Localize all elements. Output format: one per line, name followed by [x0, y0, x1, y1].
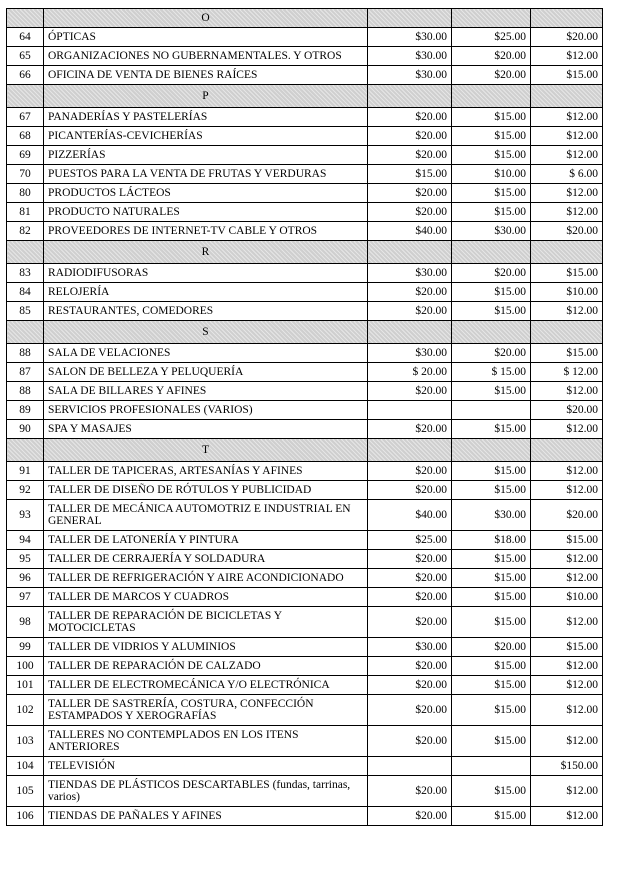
rate-column-1: $20.00	[368, 807, 452, 826]
section-header-row	[7, 321, 603, 344]
business-name: RELOJERÍA	[44, 283, 368, 302]
business-name: ORGANIZACIONES NO GUBERNAMENTALES. Y OTROS	[44, 47, 368, 66]
rate-column-2: $15.00	[452, 184, 531, 203]
section-blank-cell	[452, 439, 531, 462]
rate-column-1: $30.00	[368, 47, 452, 66]
table-row	[7, 264, 603, 283]
rate-column-1	[368, 401, 452, 420]
rate-column-2: $10.00	[452, 165, 531, 184]
rates-table-body	[7, 9, 603, 826]
business-name: TALLER DE CERRAJERÍA Y SOLDADURA	[44, 550, 368, 569]
business-name: TALLER DE ELECTROMECÁNICA Y/O ELECTRÓNICA	[44, 676, 368, 695]
business-name: TALLER DE REPARACIÓN DE CALZADO	[44, 657, 368, 676]
section-blank-cell	[531, 241, 603, 264]
rate-column-1	[368, 757, 452, 776]
business-name: TALLER DE MARCOS Y CUADROS	[44, 588, 368, 607]
rate-column-1: $25.00	[368, 531, 452, 550]
rate-column-3: $12.00	[531, 550, 603, 569]
rate-column-2: $20.00	[452, 264, 531, 283]
rate-column-2: $15.00	[452, 127, 531, 146]
rate-column-1: $20.00	[368, 146, 452, 165]
row-number: 106	[7, 807, 44, 826]
section-blank-cell	[531, 439, 603, 462]
rate-column-3: $ 6.00	[531, 165, 603, 184]
rate-column-3: $12.00	[531, 776, 603, 807]
section-blank-cell	[368, 85, 452, 108]
rate-column-3: $20.00	[531, 222, 603, 241]
rate-column-1: $20.00	[368, 108, 452, 127]
rate-column-3: $12.00	[531, 184, 603, 203]
rate-column-1: $20.00	[368, 184, 452, 203]
rate-column-1: $20.00	[368, 203, 452, 222]
section-blank-cell	[531, 9, 603, 28]
section-letter: P	[44, 85, 368, 108]
rate-column-1: $30.00	[368, 28, 452, 47]
rate-column-1: $40.00	[368, 222, 452, 241]
table-row	[7, 127, 603, 146]
row-number: 93	[7, 500, 44, 531]
rate-column-3: $12.00	[531, 676, 603, 695]
table-row	[7, 146, 603, 165]
business-name: TALLER DE MECÁNICA AUTOMOTRIZ E INDUSTRIAL EN GENERAL	[44, 500, 368, 531]
section-letter: T	[44, 439, 368, 462]
rate-column-3: $20.00	[531, 28, 603, 47]
rate-column-2: $15.00	[452, 550, 531, 569]
row-number: 103	[7, 726, 44, 757]
rate-column-2: $20.00	[452, 638, 531, 657]
rate-column-2: $15.00	[452, 302, 531, 321]
section-letter: O	[44, 9, 368, 28]
row-number: 68	[7, 127, 44, 146]
row-number: 100	[7, 657, 44, 676]
rate-column-1: $15.00	[368, 165, 452, 184]
rate-column-1: $20.00	[368, 676, 452, 695]
table-row	[7, 481, 603, 500]
rate-column-1: $30.00	[368, 638, 452, 657]
section-header-row	[7, 85, 603, 108]
rate-column-2: $20.00	[452, 66, 531, 85]
rate-column-3: $15.00	[531, 264, 603, 283]
rate-column-3: $15.00	[531, 66, 603, 85]
rate-column-1: $30.00	[368, 344, 452, 363]
row-number: 70	[7, 165, 44, 184]
rate-column-3: $12.00	[531, 146, 603, 165]
rate-column-3: $10.00	[531, 588, 603, 607]
rate-column-2: $30.00	[452, 222, 531, 241]
business-name: PANADERÍAS Y PASTELERÍAS	[44, 108, 368, 127]
rate-column-2: $15.00	[452, 726, 531, 757]
business-name: TELEVISIÓN	[44, 757, 368, 776]
rate-column-1: $20.00	[368, 481, 452, 500]
rate-column-2: $15.00	[452, 462, 531, 481]
business-name: TALLER DE DISEÑO DE RÓTULOS Y PUBLICIDAD	[44, 481, 368, 500]
rate-column-1: $20.00	[368, 607, 452, 638]
table-row	[7, 184, 603, 203]
rate-column-3: $150.00	[531, 757, 603, 776]
row-number: 105	[7, 776, 44, 807]
section-blank-cell	[452, 241, 531, 264]
rate-column-1: $20.00	[368, 695, 452, 726]
table-row	[7, 726, 603, 757]
row-number: 83	[7, 264, 44, 283]
table-row	[7, 165, 603, 184]
business-name: TALLERES NO CONTEMPLADOS EN LOS ITENS ANTERIORES	[44, 726, 368, 757]
section-header-row	[7, 9, 603, 28]
rate-column-3: $12.00	[531, 807, 603, 826]
row-number: 89	[7, 401, 44, 420]
business-name: TALLER DE SASTRERÍA, COSTURA, CONFECCIÓN ESTAMPADOS Y XEROGRAFÍAS	[44, 695, 368, 726]
row-number: 96	[7, 569, 44, 588]
table-row	[7, 66, 603, 85]
rate-column-1: $20.00	[368, 726, 452, 757]
section-blank-cell	[452, 9, 531, 28]
table-row	[7, 47, 603, 66]
business-name: SALON DE BELLEZA Y PELUQUERÍA	[44, 363, 368, 382]
rate-column-1: $40.00	[368, 500, 452, 531]
rates-table	[6, 8, 603, 826]
business-name: OFICINA DE VENTA DE BIENES RAÍCES	[44, 66, 368, 85]
section-blank-cell	[368, 9, 452, 28]
section-blank-cell	[7, 9, 44, 28]
row-number: 92	[7, 481, 44, 500]
table-row	[7, 401, 603, 420]
rate-column-3: $12.00	[531, 420, 603, 439]
rate-column-2: $15.00	[452, 283, 531, 302]
section-blank-cell	[7, 241, 44, 264]
table-row	[7, 757, 603, 776]
section-letter: S	[44, 321, 368, 344]
section-blank-cell	[531, 85, 603, 108]
rate-column-1: $20.00	[368, 657, 452, 676]
row-number: 101	[7, 676, 44, 695]
section-blank-cell	[7, 321, 44, 344]
table-row	[7, 28, 603, 47]
row-number: 85	[7, 302, 44, 321]
row-number: 95	[7, 550, 44, 569]
rate-column-2: $20.00	[452, 344, 531, 363]
rate-column-2: $18.00	[452, 531, 531, 550]
section-blank-cell	[368, 321, 452, 344]
rate-column-1: $30.00	[368, 66, 452, 85]
table-row	[7, 344, 603, 363]
section-blank-cell	[7, 85, 44, 108]
table-row	[7, 500, 603, 531]
rate-column-3: $20.00	[531, 401, 603, 420]
business-name: PUESTOS PARA LA VENTA DE FRUTAS Y VERDURAS	[44, 165, 368, 184]
rate-column-2: $15.00	[452, 108, 531, 127]
business-name: TALLER DE REFRIGERACIÓN Y AIRE ACONDICIONADO	[44, 569, 368, 588]
row-number: 88	[7, 344, 44, 363]
rate-column-3: $12.00	[531, 302, 603, 321]
table-row	[7, 203, 603, 222]
section-blank-cell	[7, 439, 44, 462]
rate-column-2	[452, 757, 531, 776]
rate-column-3: $15.00	[531, 531, 603, 550]
rate-column-3: $10.00	[531, 283, 603, 302]
section-blank-cell	[531, 321, 603, 344]
table-row	[7, 776, 603, 807]
business-name: SERVICIOS PROFESIONALES (VARIOS)	[44, 401, 368, 420]
business-name: SALA DE BILLARES Y AFINES	[44, 382, 368, 401]
business-name: TIENDAS DE PLÁSTICOS DESCARTABLES (fundas, tarrinas, varios)	[44, 776, 368, 807]
rate-column-3: $12.00	[531, 695, 603, 726]
rate-column-2: $20.00	[452, 47, 531, 66]
rate-column-3: $15.00	[531, 638, 603, 657]
rate-column-2: $15.00	[452, 807, 531, 826]
business-name: SPA Y MASAJES	[44, 420, 368, 439]
table-row	[7, 588, 603, 607]
rate-column-2: $15.00	[452, 203, 531, 222]
table-row	[7, 569, 603, 588]
rate-column-3: $ 12.00	[531, 363, 603, 382]
row-number: 97	[7, 588, 44, 607]
business-name: PIZZERÍAS	[44, 146, 368, 165]
rate-column-3: $12.00	[531, 382, 603, 401]
table-row	[7, 462, 603, 481]
rate-column-3: $20.00	[531, 500, 603, 531]
rate-column-1: $30.00	[368, 264, 452, 283]
row-number: 67	[7, 108, 44, 127]
table-row	[7, 108, 603, 127]
rate-column-1: $20.00	[368, 550, 452, 569]
table-row	[7, 695, 603, 726]
row-number: 99	[7, 638, 44, 657]
rate-column-1: $20.00	[368, 283, 452, 302]
section-blank-cell	[368, 439, 452, 462]
rate-column-1: $20.00	[368, 569, 452, 588]
table-row	[7, 638, 603, 657]
rate-column-3: $15.00	[531, 344, 603, 363]
rate-column-2: $15.00	[452, 657, 531, 676]
table-row	[7, 420, 603, 439]
business-name: TALLER DE LATONERÍA Y PINTURA	[44, 531, 368, 550]
business-name: RESTAURANTES, COMEDORES	[44, 302, 368, 321]
table-row	[7, 382, 603, 401]
rate-column-2: $15.00	[452, 481, 531, 500]
row-number: 87	[7, 363, 44, 382]
rate-column-1: $20.00	[368, 382, 452, 401]
business-name: TALLER DE REPARACIÓN DE BICICLETAS Y MOTOCICLETAS	[44, 607, 368, 638]
business-name: TALLER DE VIDRIOS Y ALUMINIOS	[44, 638, 368, 657]
rate-column-2: $15.00	[452, 420, 531, 439]
business-name: PRODUCTO NATURALES	[44, 203, 368, 222]
table-row	[7, 607, 603, 638]
rate-column-3: $12.00	[531, 127, 603, 146]
business-name: RADIODIFUSORAS	[44, 264, 368, 283]
row-number: 66	[7, 66, 44, 85]
rate-column-3: $12.00	[531, 569, 603, 588]
section-blank-cell	[452, 85, 531, 108]
table-row	[7, 222, 603, 241]
row-number: 102	[7, 695, 44, 726]
table-row	[7, 302, 603, 321]
row-number: 65	[7, 47, 44, 66]
table-row	[7, 363, 603, 382]
row-number: 104	[7, 757, 44, 776]
rate-column-1: $20.00	[368, 776, 452, 807]
rate-column-2: $15.00	[452, 776, 531, 807]
rate-column-1: $20.00	[368, 462, 452, 481]
row-number: 81	[7, 203, 44, 222]
row-number: 69	[7, 146, 44, 165]
rate-column-2: $25.00	[452, 28, 531, 47]
row-number: 91	[7, 462, 44, 481]
rate-column-2: $15.00	[452, 695, 531, 726]
row-number: 80	[7, 184, 44, 203]
table-row	[7, 283, 603, 302]
rate-column-2	[452, 401, 531, 420]
rate-column-2: $15.00	[452, 607, 531, 638]
table-row	[7, 550, 603, 569]
business-name: PROVEEDORES DE INTERNET-TV CABLE Y OTROS	[44, 222, 368, 241]
section-blank-cell	[368, 241, 452, 264]
rate-column-2: $15.00	[452, 382, 531, 401]
rate-column-2: $15.00	[452, 146, 531, 165]
rate-column-3: $12.00	[531, 108, 603, 127]
section-blank-cell	[452, 321, 531, 344]
business-name: ÓPTICAS	[44, 28, 368, 47]
rate-column-2: $15.00	[452, 588, 531, 607]
rate-column-1: $20.00	[368, 302, 452, 321]
rate-column-3: $12.00	[531, 607, 603, 638]
row-number: 90	[7, 420, 44, 439]
table-row	[7, 531, 603, 550]
table-row	[7, 657, 603, 676]
table-row	[7, 807, 603, 826]
row-number: 94	[7, 531, 44, 550]
section-header-row	[7, 439, 603, 462]
rate-column-1: $20.00	[368, 420, 452, 439]
business-name: TIENDAS DE PAÑALES Y AFINES	[44, 807, 368, 826]
business-name: TALLER DE TAPICERAS, ARTESANÍAS Y AFINES	[44, 462, 368, 481]
rate-column-2: $30.00	[452, 500, 531, 531]
business-name: PICANTERÍAS-CEVICHERÍAS	[44, 127, 368, 146]
rate-column-2: $15.00	[452, 569, 531, 588]
business-name: SALA DE VELACIONES	[44, 344, 368, 363]
section-header-row	[7, 241, 603, 264]
row-number: 82	[7, 222, 44, 241]
business-name: PRODUCTOS LÁCTEOS	[44, 184, 368, 203]
row-number: 88	[7, 382, 44, 401]
row-number: 98	[7, 607, 44, 638]
rate-column-3: $12.00	[531, 481, 603, 500]
rate-column-1: $20.00	[368, 588, 452, 607]
table-row	[7, 676, 603, 695]
row-number: 64	[7, 28, 44, 47]
rate-column-2: $ 15.00	[452, 363, 531, 382]
rate-column-3: $12.00	[531, 203, 603, 222]
rate-column-3: $12.00	[531, 462, 603, 481]
rate-column-2: $15.00	[452, 676, 531, 695]
rate-column-3: $12.00	[531, 657, 603, 676]
section-letter: R	[44, 241, 368, 264]
row-number: 84	[7, 283, 44, 302]
rate-column-3: $12.00	[531, 47, 603, 66]
rate-column-1: $ 20.00	[368, 363, 452, 382]
rate-column-1: $20.00	[368, 127, 452, 146]
rate-column-3: $12.00	[531, 726, 603, 757]
